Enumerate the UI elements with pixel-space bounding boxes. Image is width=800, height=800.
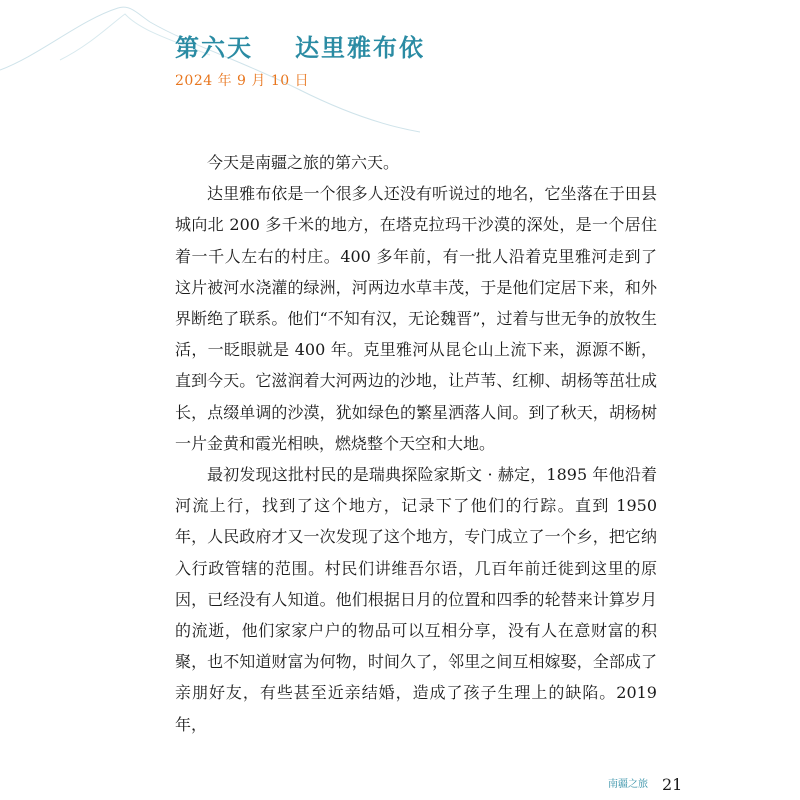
page-footer bbox=[608, 775, 682, 794]
paragraph: 达里雅布依是一个很多人还没有听说过的地名，它坐落在于田县城向北 200 多千米的地方，在塔克拉玛干沙漠的深处，是一个居住着一千人左右的村庄。400 多年前，有一批人沿着克里雅河走到了这片被河水浇灌的绿洲，河两边水草丰茂，于是他们定居下来，和外界断绝了联系。他们“不知有汉，无论魏晋”，过着与世无争的放牧生活，一眨眼就是 400 年。克里雅河从昆仑山上流下来，源源不断，直到今天。它滋润着大河两边的沙地，让芦苇、红柳、胡杨等茁壮成长，点缀单调的沙漠，犹如绿色的繁星洒落人间。到了秋天，胡杨树一片金黄和霞光相映，燃烧整个天空和大地。 bbox=[175, 184, 657, 453]
chapter-date: 2024 年 9 月 10 日 bbox=[175, 73, 310, 89]
chapter-day: 第六天 bbox=[175, 33, 253, 62]
page-number: 21 bbox=[662, 775, 683, 794]
body-text bbox=[175, 147, 657, 740]
paragraph: 今天是南疆之旅的第六天。 bbox=[207, 153, 400, 172]
chapter-header bbox=[175, 28, 425, 90]
chapter-place: 达里雅布依 bbox=[295, 33, 425, 62]
paragraph: 最初发现这批村民的是瑞典探险家斯文 · 赫定，1895 年他沿着河流上行，找到了这个地方，记录下了他们的行踪。直到 1950 年，人民政府才又一次发现了这个地方，专门成立了一个乡，把它纳入行政管辖的范围。村民们讲维吾尔语，几百年前迁徙到这里的原因，已经没有人知道。他们根据日月的位置和四季的轮替来计算岁月的流逝，他们家家户户的物品可以互相分享，没有人在意财富的积聚，也不知道财富为何物，时间久了，邻里之间互相嫁娶，全部成了亲朋好友，有些甚至近亲结婚，造成了孩子生理上的缺陷。2019 年， bbox=[175, 465, 657, 734]
footer-book-title: 南疆之旅 bbox=[608, 779, 648, 790]
chapter-title bbox=[175, 28, 425, 63]
